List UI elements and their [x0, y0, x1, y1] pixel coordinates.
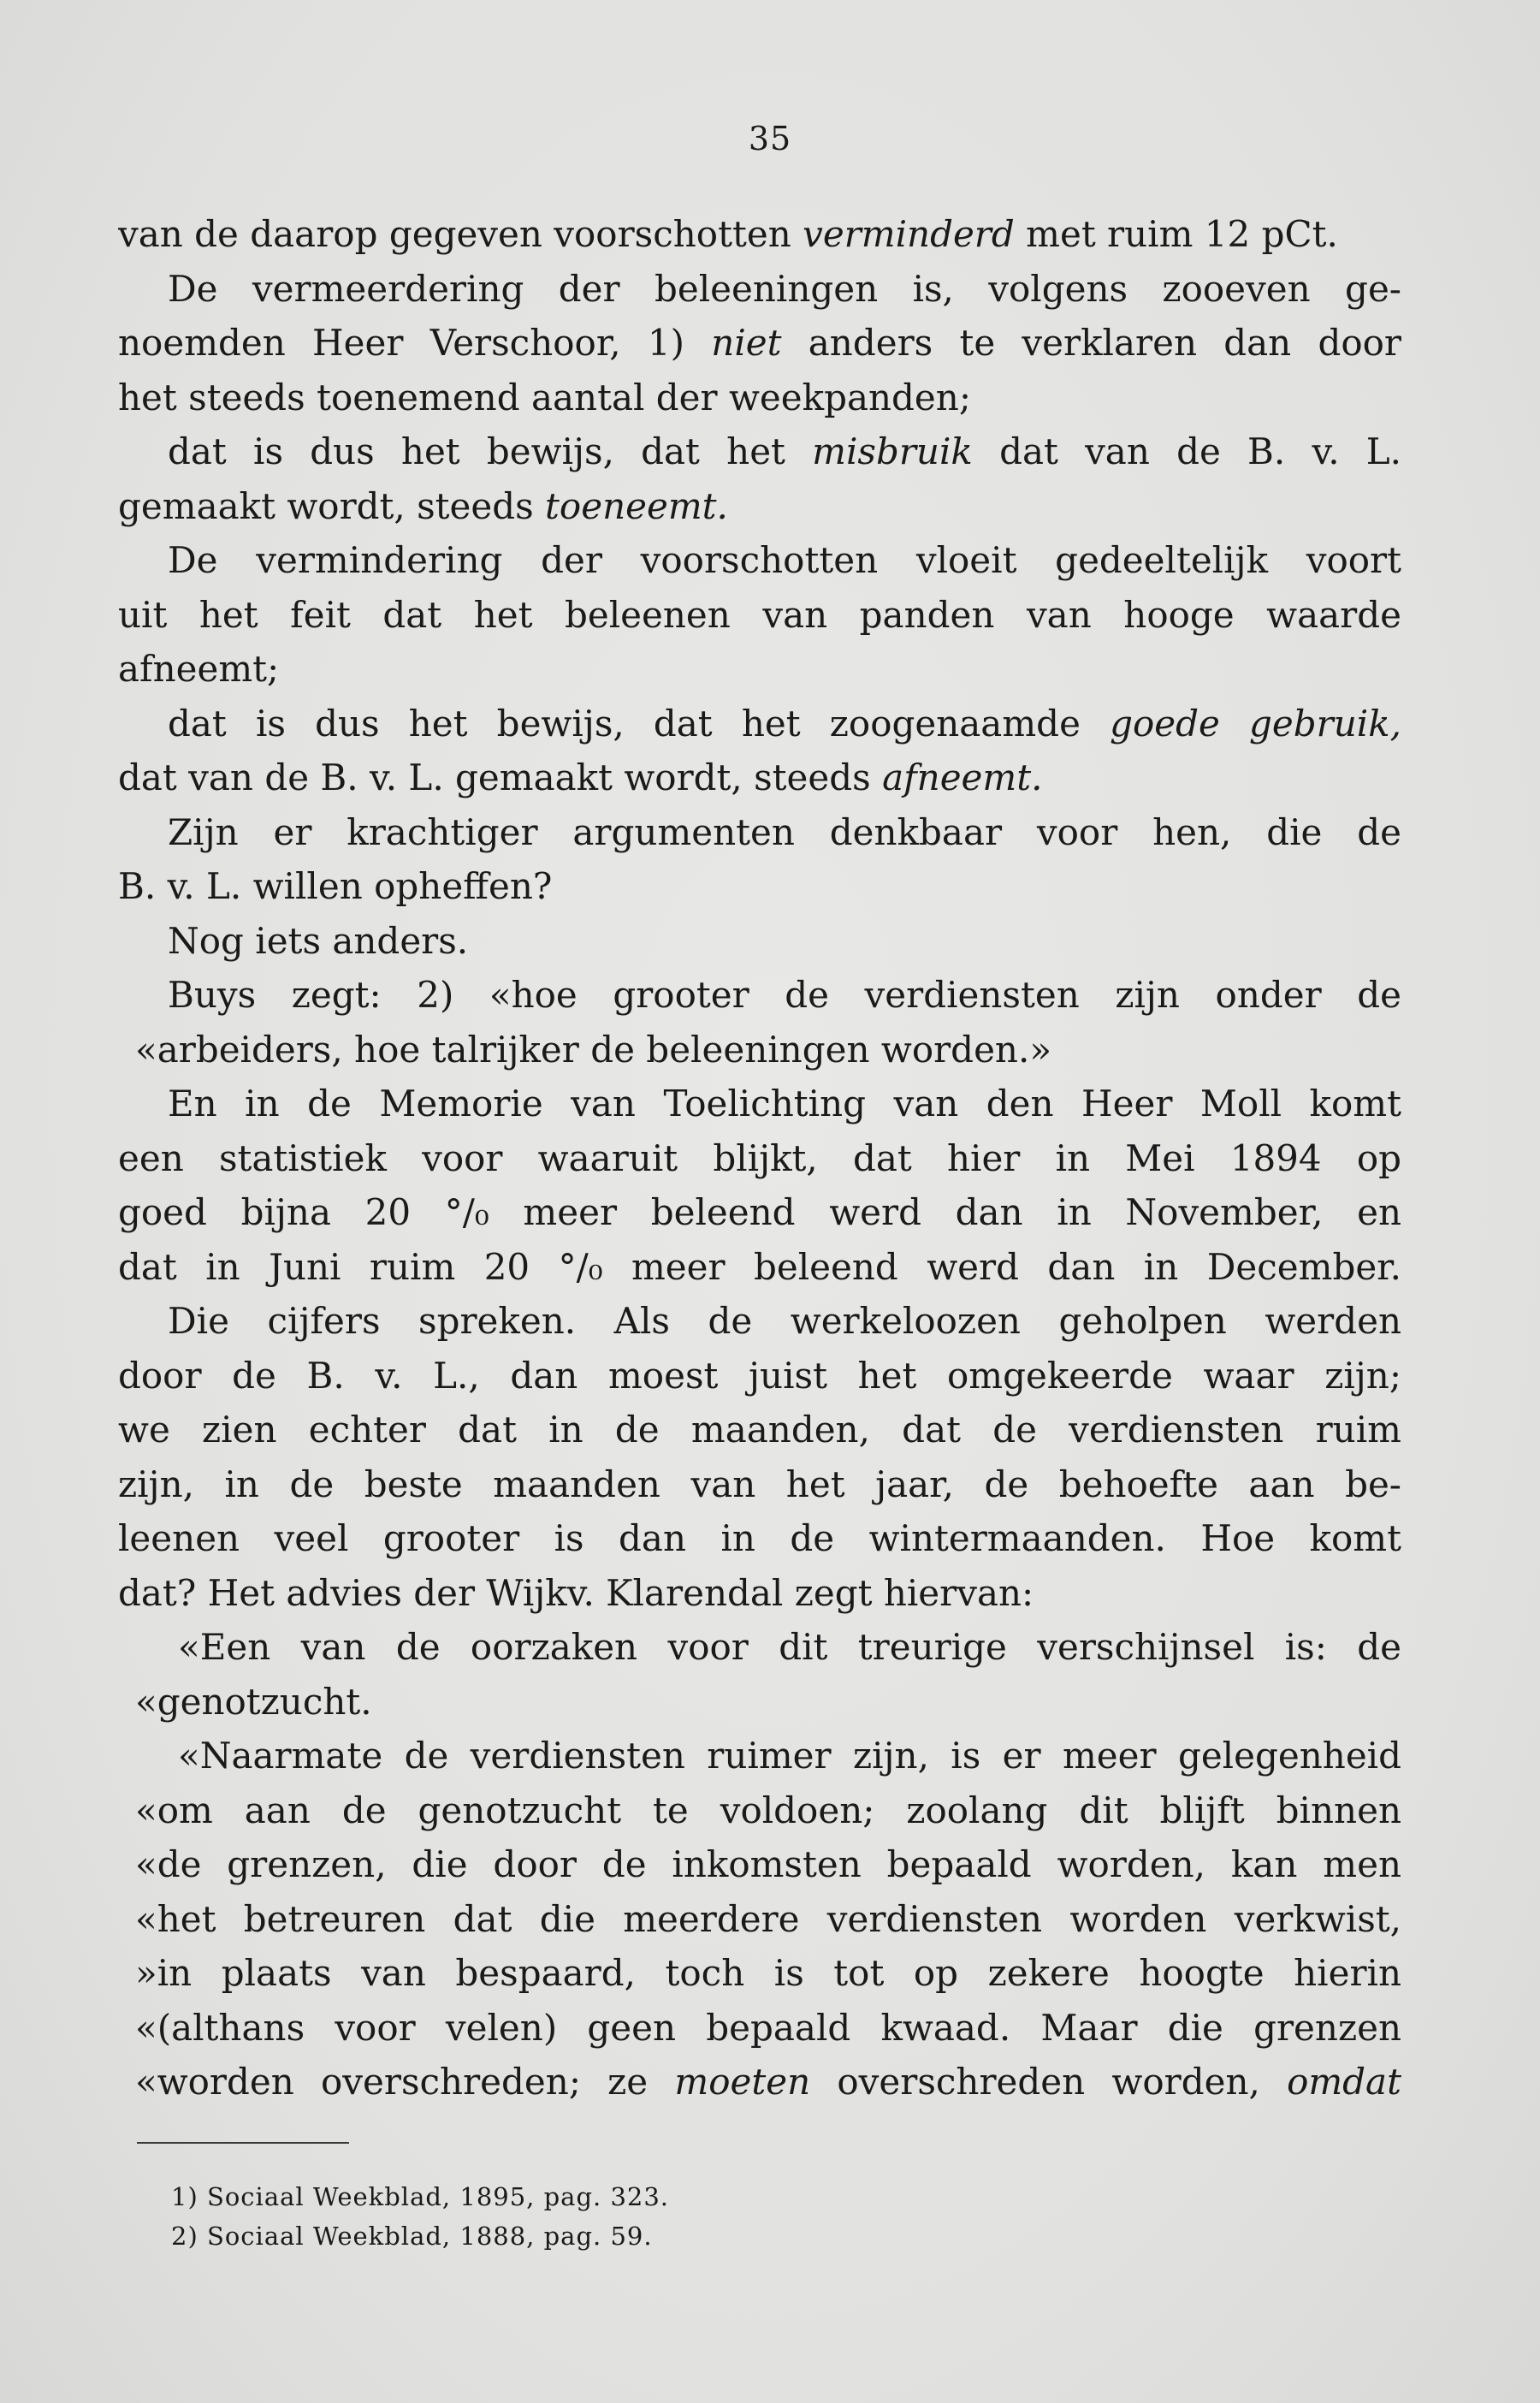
text-line	[118, 1566, 1401, 1621]
text-run: het steeds toenemend aantal der weekpanden;	[118, 376, 971, 418]
text-run: «worden overschreden; ze	[135, 2061, 675, 2103]
text-line	[118, 805, 1401, 860]
text-run: noemden Heer Verschoor, 1)	[118, 322, 712, 364]
text-line	[118, 1294, 1401, 1349]
text-run: goed bijna 20 °/₀ meer beleend werd dan in November, en	[118, 1191, 1401, 1233]
text-run: dat in Juni ruim 20 °/₀ meer beleend werd dan in December.	[118, 1245, 1401, 1288]
text-line	[118, 1892, 1401, 1947]
text-run: «(althans voor velen) geen bepaald kwaad. Maar die grenzen	[135, 2006, 1401, 2049]
text-line	[118, 2001, 1401, 2056]
text-run: we zien echter dat in de maanden, dat de verdiensten ruim	[118, 1409, 1401, 1451]
text-run: De vermindering der voorschotten vloeit gedeeltelijk voort	[168, 539, 1401, 581]
text-line	[118, 1675, 1401, 1730]
text-line	[118, 1837, 1401, 1892]
text-line	[118, 207, 1401, 262]
emphasis-text: afneemt.	[882, 756, 1043, 798]
text-run: «Een van de oorzaken voor dit treurige verschijnsel is: de	[178, 1626, 1401, 1668]
text-line	[118, 371, 1401, 425]
text-run: gemaakt wordt, steeds	[118, 484, 546, 527]
text-run: dat is dus het bewijs, dat het	[168, 430, 813, 472]
text-run: «genotzucht.	[135, 1680, 372, 1723]
text-run: B. v. L. willen opheffen?	[118, 865, 553, 907]
text-line	[118, 1511, 1401, 1566]
text-line	[118, 859, 1401, 914]
footnotes	[171, 2177, 941, 2256]
text-line	[118, 751, 1401, 805]
text-line	[118, 1457, 1401, 1512]
text-run: leenen veel grooter is dan in de wintermaanden. Hoe komt	[118, 1517, 1401, 1559]
text-run: Nog iets anders.	[168, 919, 469, 962]
text-run: «de grenzen, die door de inkomsten bepaald worden, kan men	[135, 1843, 1401, 1885]
footnote-rule	[137, 2142, 349, 2144]
text-run: Die cijfers spreken. Als de werkeloozen geholpen werden	[168, 1300, 1401, 1342]
text-run: dat? Het advies der Wijkv. Klarendal zegt hiervan:	[118, 1571, 1034, 1614]
text-line	[118, 262, 1401, 317]
text-line	[118, 697, 1401, 751]
page-number: 35	[748, 120, 792, 157]
text-run: afneemt;	[118, 648, 280, 690]
text-line	[118, 1240, 1401, 1295]
text-line	[118, 2055, 1401, 2109]
emphasis-text: misbruik	[812, 430, 973, 472]
text-line	[118, 588, 1401, 643]
text-run: «het betreuren dat die meerdere verdiensten worden verkwist,	[135, 1897, 1401, 1940]
text-run: En in de Memorie van Toelichting van den Heer Moll komt	[168, 1083, 1401, 1124]
emphasis-text: niet	[711, 322, 782, 364]
text-line	[118, 968, 1401, 1023]
text-line	[118, 1946, 1401, 2001]
emphasis-text: goede gebruik,	[1110, 702, 1401, 745]
footnote-1: 1) Sociaal Weekblad, 1895, pag. 323.	[171, 2182, 670, 2211]
text-line	[118, 1403, 1401, 1457]
emphasis-text: verminderd	[803, 213, 1015, 255]
text-run: dat is dus het bewijs, dat het zoogenaamde	[168, 702, 1111, 745]
text-run: een statistiek voor waaruit blijkt, dat hier in Mei 1894 op	[118, 1136, 1401, 1179]
body-text	[118, 207, 1401, 2109]
text-line	[118, 1131, 1401, 1186]
text-run: dat van de B. v. L. gemaakt wordt, steeds	[118, 756, 883, 798]
text-line	[118, 1185, 1401, 1240]
text-line	[118, 1620, 1401, 1675]
text-run: door de B. v. L., dan moest juist het omgekeerde waar zijn;	[118, 1354, 1401, 1397]
text-line	[118, 533, 1401, 588]
text-run: «Naarmate de verdiensten ruimer zijn, is er meer gelegenheid	[178, 1735, 1401, 1777]
text-line	[118, 914, 1401, 969]
text-line	[118, 1023, 1401, 1077]
text-line	[118, 1349, 1401, 1403]
emphasis-text: omdat	[1287, 2061, 1401, 2103]
text-line	[118, 316, 1401, 371]
text-run: van de daarop gegeven voorschotten	[118, 213, 803, 255]
text-run: Buys zegt: 2) «hoe grooter de verdiensten zijn onder de	[168, 974, 1401, 1016]
text-line	[118, 1077, 1401, 1131]
text-run: overschreden worden,	[810, 2061, 1288, 2103]
emphasis-text: moeten	[674, 2061, 811, 2103]
text-run: met ruim 12 pCt.	[1014, 213, 1338, 255]
emphasis-text: toeneemt.	[545, 484, 728, 527]
text-run: uit het feit dat het beleenen van panden van hooge waarde	[118, 593, 1401, 636]
text-run: De vermeerdering der beleeningen is, volgens zooeven ge-	[168, 267, 1401, 310]
text-line	[118, 1729, 1401, 1783]
text-run: »in plaats van bespaard, toch is tot op zekere hoogte hierin	[135, 1952, 1401, 1994]
text-line	[118, 479, 1401, 534]
footnote-2: 2) Sociaal Weekblad, 1888, pag. 59.	[171, 2222, 653, 2251]
text-line	[118, 424, 1401, 479]
text-line	[118, 1783, 1401, 1838]
text-line	[118, 642, 1401, 697]
text-run: dat van de B. v. L.	[972, 430, 1401, 472]
text-run: Zijn er krachtiger argumenten denkbaar voor hen, die de	[168, 810, 1401, 853]
text-run: «om aan de genotzucht te voldoen; zoolang dit blijft binnen	[135, 1789, 1401, 1831]
text-run: «arbeiders, hoe talrijker de beleeningen worden.»	[135, 1028, 1052, 1071]
text-run: zijn, in de beste maanden van het jaar, de behoefte aan be-	[118, 1463, 1401, 1505]
text-run: anders te verklaren dan door	[781, 322, 1401, 364]
